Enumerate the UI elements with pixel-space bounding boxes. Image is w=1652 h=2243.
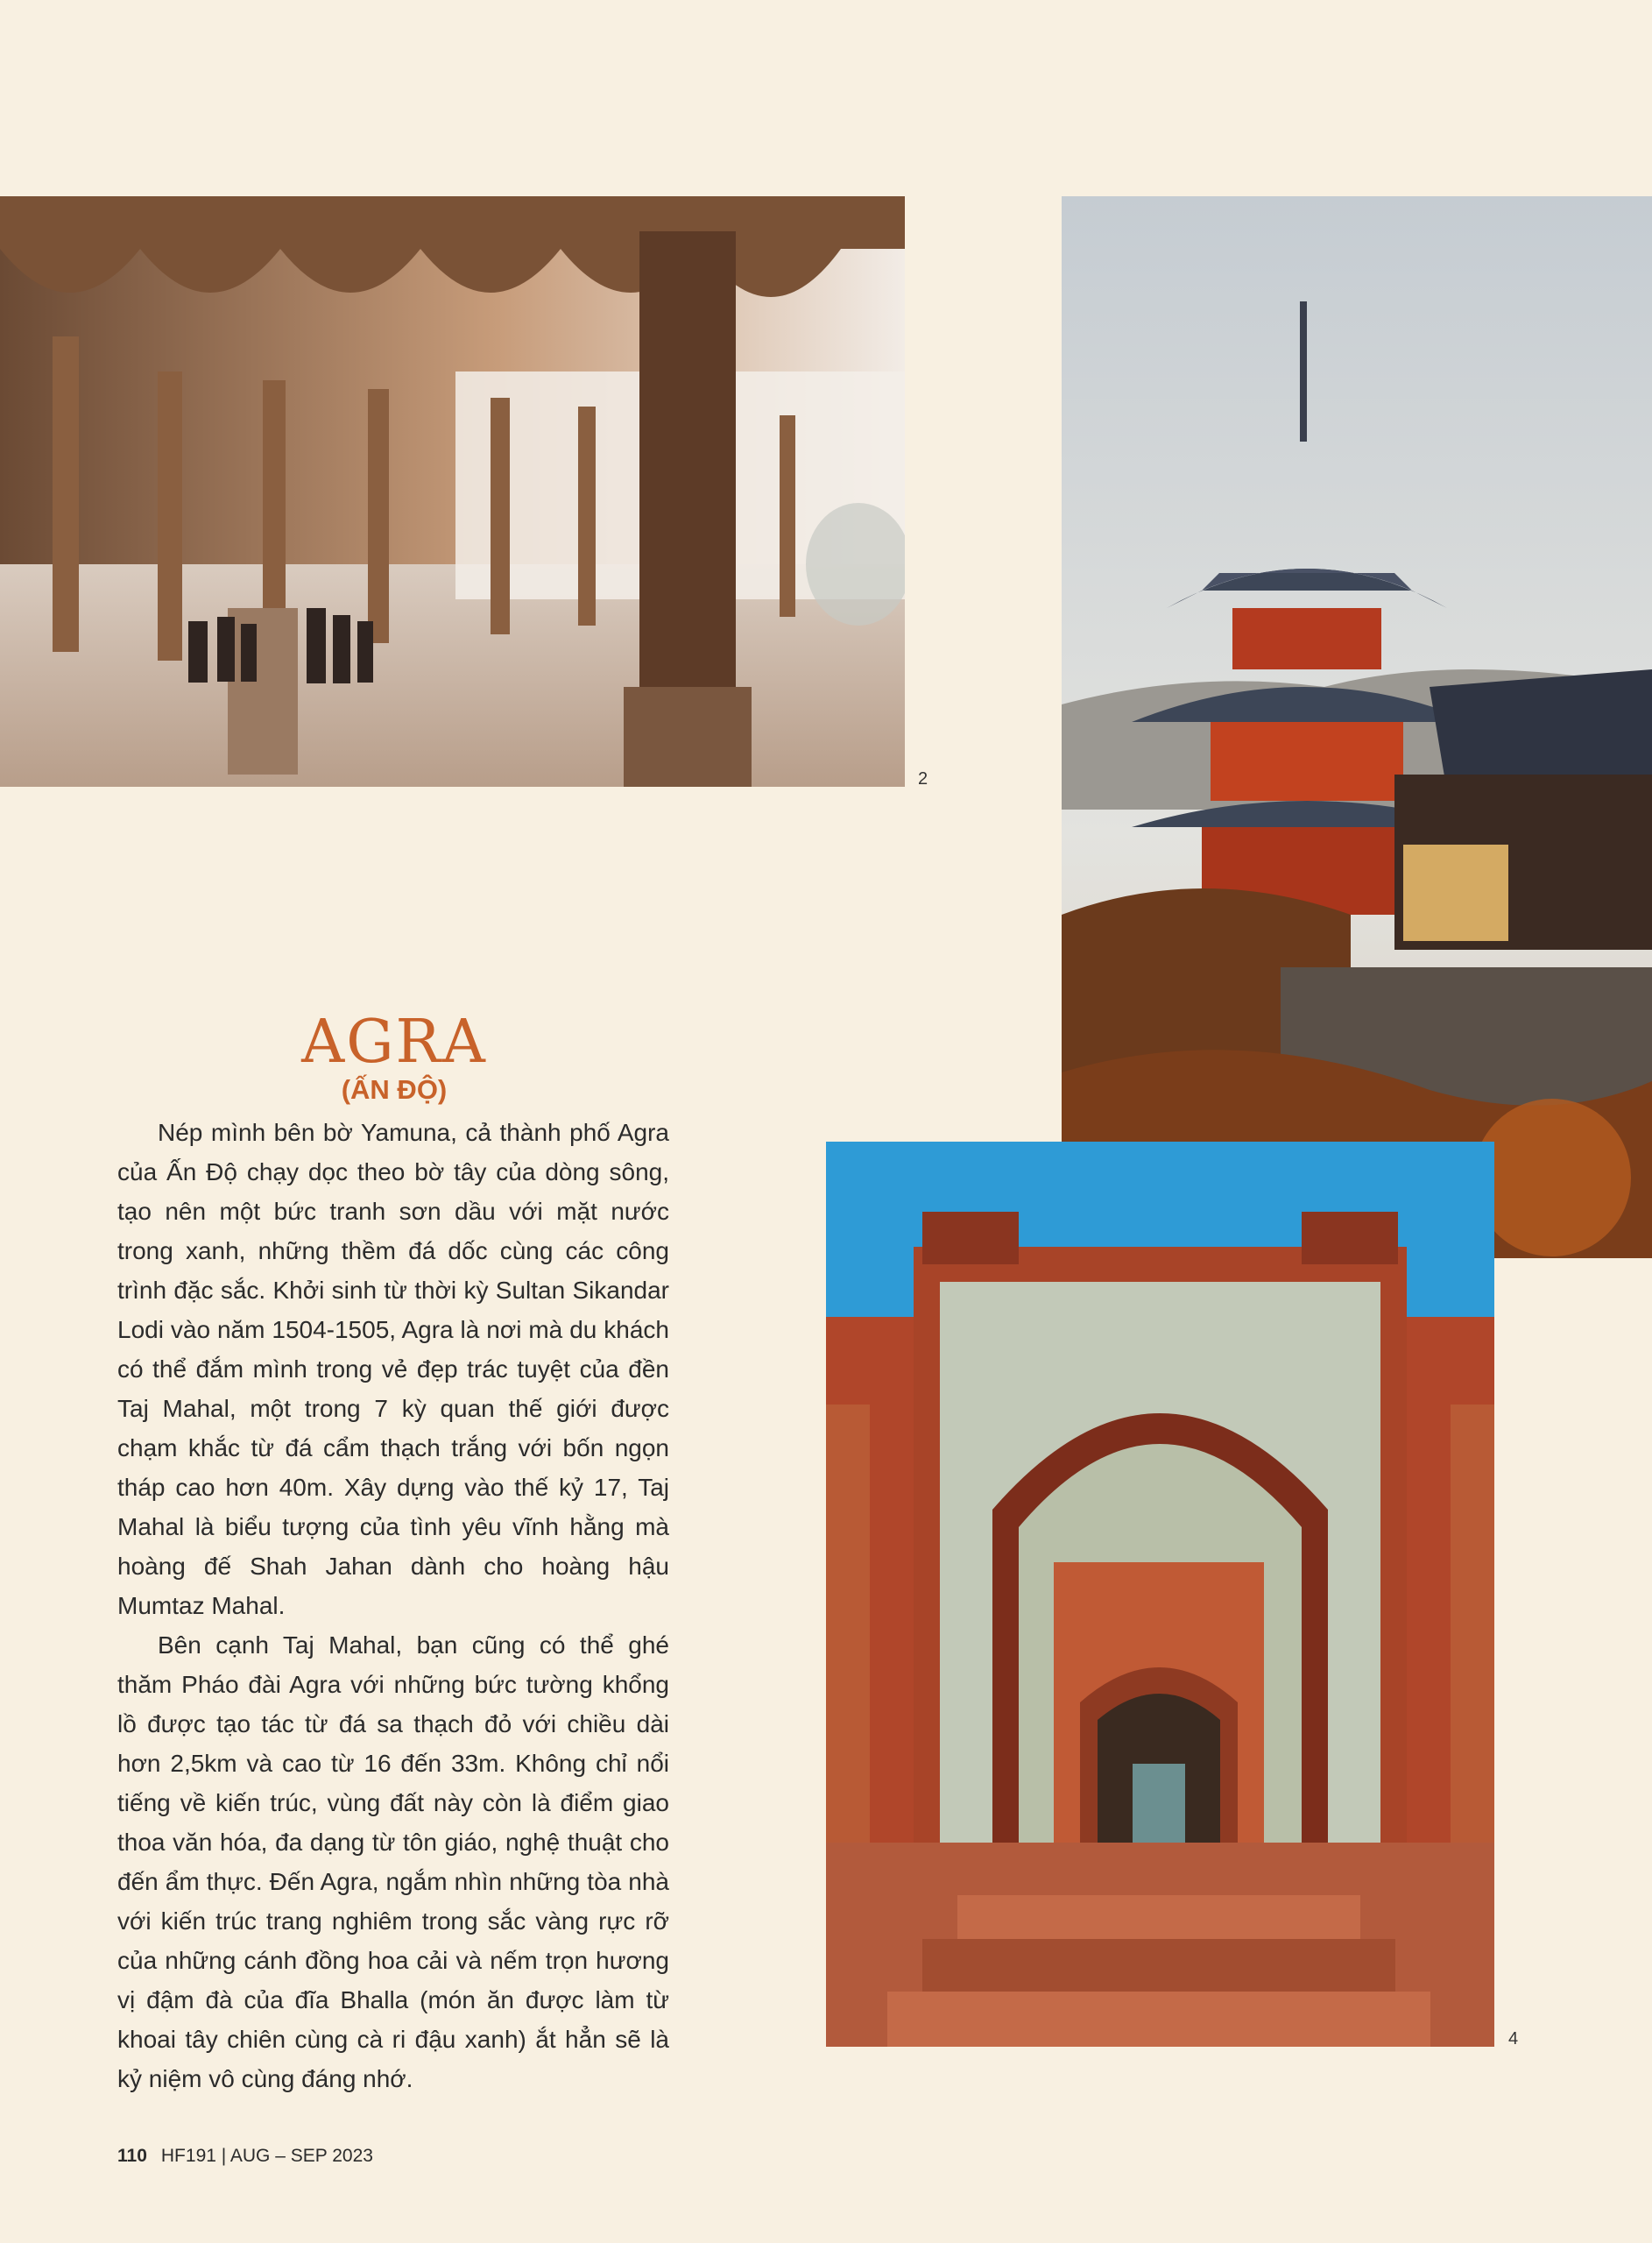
- page-footer: [117, 2146, 373, 2167]
- gate-illustration: [826, 1142, 1494, 2047]
- photo-pagoda: [1062, 196, 1652, 1258]
- colonnade-illustration: [0, 196, 905, 787]
- photo-gate: [826, 1142, 1494, 2047]
- photo-colonnade: [0, 196, 905, 787]
- pagoda-illustration: [1062, 196, 1652, 1258]
- photo-2-number: 2: [918, 769, 928, 789]
- paragraph: Bên cạnh Taj Mahal, bạn cũng có thể ghé thăm Pháo đài Agra với những bức tường khổng lồ được tạo tác từ đá sa thạch đỏ với chiều dài hơn 2,5km và cao từ 16 đến 33m. Không chỉ nổi tiếng về kiến trúc, vùng đất này còn là điểm giao thoa văn hóa, đa dạng từ tôn giáo, nghệ thuật cho đến ẩm thực. Đến Agra, ngắm nhìn những tòa nhà với kiến trúc trang nghiêm trong sắc vàng rực rỡ của những cánh đồng hoa cải và nếm trọn hương vị đậm đà của đĩa Bhalla (món ăn được làm từ khoai tây chiên cùng cà ri đậu xanh) ắt hẳn sẽ là kỷ niệm vô cùng đáng nhớ.: [117, 1631, 669, 2092]
- issue-label: HF191 | AUG – SEP 2023: [160, 2146, 373, 2166]
- photo-4-number: 4: [1508, 2029, 1519, 2048]
- article-body: [117, 1113, 669, 2098]
- article-title: AGRA: [301, 1008, 487, 1077]
- article-subtitle: (ẤN ĐỘ): [341, 1074, 448, 1105]
- paragraph: Nép mình bên bờ Yamuna, cả thành phố Agra của Ấn Độ chạy dọc theo bờ tây của dòng sông, tạo nên một bức tranh sơn dầu với mặt nước trong xanh, những thềm đá dốc cùng các công trình đặc sắc. Khởi sinh từ thời kỳ Sultan Sikandar Lodi vào năm 1504-1505, Agra là nơi mà du khách có thể đắm mình trong vẻ đẹp trác tuyệt của đền Taj Mahal, một trong 7 kỳ quan thế giới được chạm khắc từ đá cẩm thạch trắng với bốn ngọn tháp cao hơn 40m. Xây dựng vào thế kỷ 17, Taj Mahal là biểu tượng của tình yêu vĩnh hằng mà hoàng đế Shah Jahan dành cho hoàng hậu Mumtaz Mahal.: [117, 1119, 669, 1619]
- page-number: 110: [117, 2146, 147, 2166]
